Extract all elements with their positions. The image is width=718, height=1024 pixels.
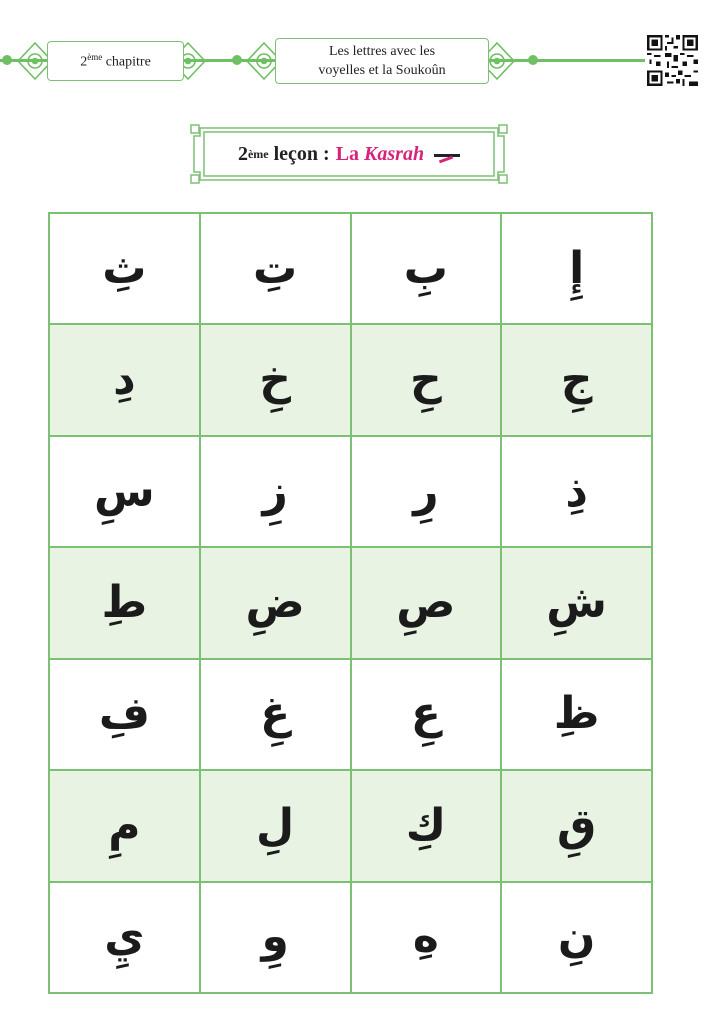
grid-row — [49, 213, 652, 324]
chapter-label — [47, 41, 184, 81]
letter-cell — [351, 547, 502, 658]
letter-cell — [351, 213, 502, 324]
chapter-ordinal: ème — [87, 51, 103, 62]
letter-cell — [200, 770, 351, 881]
letter-cell — [49, 659, 200, 770]
letter-cell — [49, 213, 200, 324]
letter-cell — [49, 770, 200, 881]
letter: يِ — [104, 911, 145, 963]
letter: بِ — [403, 242, 448, 294]
letter-cell — [501, 436, 652, 547]
letter: ضِ — [245, 576, 305, 628]
grid-row — [49, 770, 652, 881]
header-rule-dot — [2, 55, 12, 65]
letter: لِ — [256, 799, 295, 851]
grid-row — [49, 436, 652, 547]
letter: كِ — [405, 799, 447, 851]
letter: عِ — [410, 688, 441, 740]
letter-cell — [501, 770, 652, 881]
header-rule-dot — [528, 55, 538, 65]
letter: ظِ — [553, 688, 600, 740]
lesson-title — [188, 122, 510, 186]
letters-grid — [48, 212, 653, 994]
letter: صِ — [396, 576, 456, 628]
letter: جِ — [560, 354, 593, 406]
letter-cell — [501, 213, 652, 324]
letter: ثِ — [102, 242, 147, 294]
lesson-number: 2 — [237, 142, 248, 165]
letter-cell — [49, 882, 200, 993]
chapter-title-line2: voyelles et la Soukoûn — [318, 63, 446, 78]
letter: رِ — [413, 465, 439, 517]
lesson-word: leçon : — [273, 142, 330, 165]
letter-cell — [501, 324, 652, 435]
chapter-word: chapitre — [105, 54, 151, 70]
grid-row — [49, 882, 652, 993]
kasrah-symbol-icon — [434, 142, 460, 166]
letter-cell — [200, 213, 351, 324]
letter-cell — [351, 436, 502, 547]
letter-cell — [501, 659, 652, 770]
letter: حِ — [410, 354, 442, 406]
letter: زِ — [262, 465, 288, 517]
letter-cell — [351, 770, 502, 881]
letter: ذِ — [565, 465, 588, 517]
letter-cell — [49, 324, 200, 435]
letter: وِ — [261, 911, 289, 963]
letter: نِ — [557, 911, 596, 963]
grid-row — [49, 324, 652, 435]
letter-cell — [351, 882, 502, 993]
letter: هِ — [412, 911, 439, 963]
letter-cell — [49, 547, 200, 658]
letter: خِ — [259, 354, 291, 406]
letter: إِ — [569, 242, 585, 294]
letter: تِ — [253, 242, 298, 294]
letter: فِ — [98, 688, 150, 740]
letter-cell — [351, 659, 502, 770]
header-rule-dot — [232, 55, 242, 65]
letter: سِ — [94, 465, 155, 517]
letter-cell — [501, 882, 652, 993]
lesson-name: Kasrah — [364, 142, 425, 165]
chapter-number: 2 — [80, 54, 88, 70]
lesson-ordinal: ème — [247, 146, 269, 161]
letter-cell — [200, 547, 351, 658]
letter-cell — [200, 659, 351, 770]
letter-cell — [501, 547, 652, 658]
grid-row — [49, 659, 652, 770]
letter-cell — [200, 324, 351, 435]
lesson-article: La — [335, 142, 360, 165]
chapter-title-line1: Les lettres avec les — [328, 44, 436, 59]
letter-cell — [49, 436, 200, 547]
letter-cell — [200, 436, 351, 547]
letter: طِ — [101, 576, 148, 628]
grid-row — [49, 547, 652, 658]
letter-cell — [351, 324, 502, 435]
letter: شِ — [546, 576, 607, 628]
letter: دِ — [113, 354, 136, 406]
letter: غِ — [260, 688, 291, 740]
letter: مِ — [108, 799, 141, 851]
qr-code-icon — [645, 33, 700, 88]
chapter-title — [275, 38, 489, 84]
letter: قِ — [556, 799, 597, 851]
letter-cell — [200, 882, 351, 993]
